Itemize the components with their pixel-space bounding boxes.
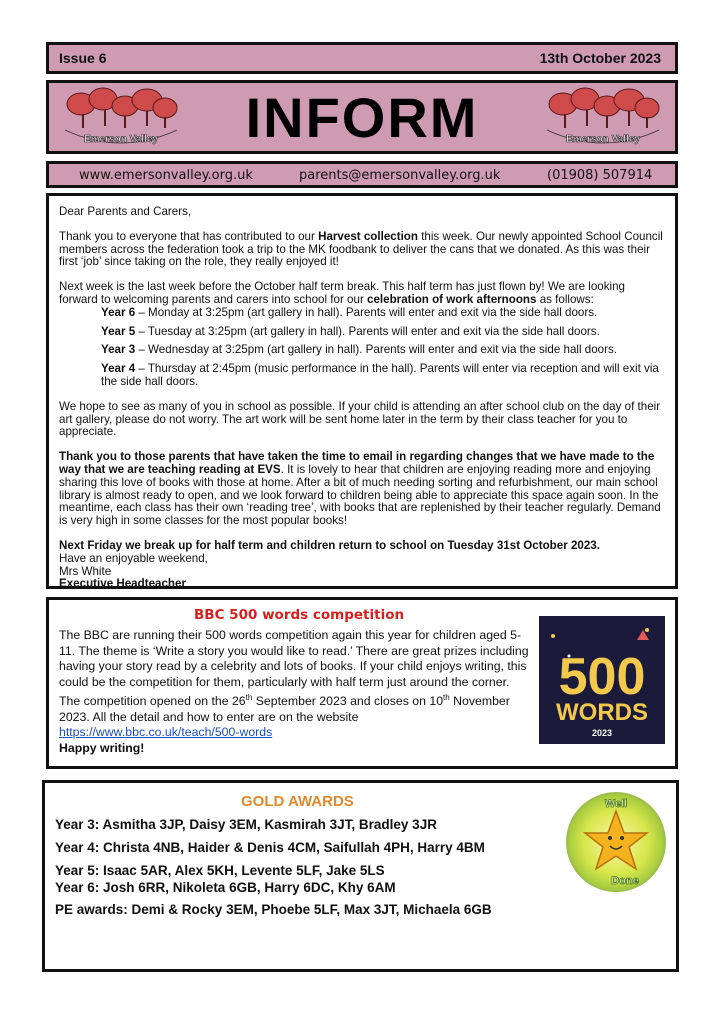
letter-role: Executive Headteacher [59, 577, 186, 591]
headteacher-letter [46, 193, 678, 589]
well-done-star-icon [565, 791, 667, 893]
phone-number: (01908) 507914 [547, 168, 653, 183]
letter-closing: Have an enjoyable weekend, [59, 551, 208, 565]
award-line: Year 5: Isaac 5AR, Alex 5KH, Levente 5LF, Jake 5LS [55, 863, 385, 878]
letter-paragraph-break: Next Friday we break up for half term and children return to school on Tuesday 31st October 2023. [59, 538, 600, 552]
email-link[interactable]: parents@emersonvalley.org.uk [299, 168, 501, 183]
bbc-competition-section [46, 597, 678, 769]
issue-number: Issue 6 [59, 50, 107, 66]
badge-word: WORDS [556, 699, 648, 726]
bbc-heading: BBC 500 words competition [194, 607, 405, 623]
badge-number: 500 [558, 648, 646, 706]
gold-awards-heading: GOLD AWARDS [241, 793, 354, 810]
bbc-closing: Happy writing! [59, 740, 145, 755]
letter-paragraph-harvest: Thank you to everyone that has contributed to our Harvest collection this week. Our newly appointed School Council members across the federation took a trip to the MK foodbank to deliver the cans that we donated. As this was their first ‘job’ since taking on the role, they really enjoyed it! [59, 229, 663, 269]
school-logo-right [543, 86, 663, 152]
letter-greeting: Dear Parents and Carers, [59, 205, 192, 218]
500-words-badge [539, 616, 665, 744]
letter-paragraph-reading: Thank you to those parents that have taken the time to email in regarding changes that we have made to the way that we are teaching reading at EVS. It is lovely to hear that children are enjoying reading more and enjoying sharing this love of books with those at home. After a bit of much needing sorting and refurbishment, our main school library is almost ready to open, and we look forward to children being able to appreciate this space again soon. In the meantime, each class has their own ‘reading tree’, with books that are replenished by their teacher regularly. Demand is very high in some classes for the most popular books! [59, 450, 661, 528]
badge-year: 2023 [591, 728, 613, 738]
schedule-item: Year 5 – Tuesday at 3:25pm (art gallery in hall). Parents will enter and exit via the side hall doors. [101, 324, 600, 338]
award-line: Year 6: Josh 6RR, Nikoleta 6GB, Harry 6DC, Khy 6AM [55, 880, 396, 895]
letter-signature: Mrs White [59, 564, 112, 578]
issue-strip [46, 42, 678, 74]
website-link[interactable]: www.emersonvalley.org.uk [79, 168, 253, 183]
badge-top-text: Well [604, 798, 628, 810]
logo-text: Emerson Valley [566, 134, 640, 145]
schedule-item: Year 3 – Wednesday at 3:25pm (art gallery in hall). Parents will enter and exit via the side hall doors. [101, 343, 617, 357]
award-line: Year 4: Christa 4NB, Haider & Denis 4CM, Saifullah 4PH, Harry 4BM [55, 840, 485, 855]
award-line: PE awards: Demi & Rocky 3EM, Phoebe 5LF, Max 3JT, Michaela 6GB [55, 902, 492, 917]
gold-awards-section [42, 780, 679, 972]
logo-text: Emerson Valley [84, 134, 158, 145]
badge-bottom-text: Done [611, 875, 639, 887]
bbc-website-link[interactable]: https://www.bbc.co.uk/teach/500-words [59, 725, 273, 740]
bbc-body: The BBC are running their 500 words competition again this year for children aged 5-11. The theme is ‘Write a story you would like to read.’ There are great prizes including having your story read by a celebrity and lots of books. If your child enjoys writing, this could be the competition for them, particularly with half term just around the corner. The competition opened on the 26th September 2023 and closes on 10th November 2023. All the detail and how to enter are on the website https://www.bbc.co.uk/teach/500-words Happy writing! [59, 628, 529, 755]
contact-strip [46, 161, 678, 188]
schedule-item: Year 6 – Monday at 3:25pm (art gallery in hall). Parents will enter and exit via the side hall doors. [101, 305, 598, 319]
masthead-banner [46, 80, 678, 154]
letter-paragraph-half-term: Next week is the last week before the October half term break. This half term has just flown by! We are looking forward to welcoming parents and carers into school for our celebration of work afternoons as follows: [59, 280, 625, 306]
newsletter-title: INFORM [245, 86, 479, 149]
issue-date: 13th October 2023 [539, 50, 661, 66]
letter-paragraph-gallery: We hope to see as many of you in school as possible. If your child is attending an after school club on the day of their art gallery, please do not worry. The art work will be sent home later in the term by their class teacher for you to appreciate. [59, 399, 661, 439]
schedule-item: Year 4 – Thursday at 2:45pm (music performance in the hall). Parents will enter via reception and will exit via the side hall doors. [101, 362, 659, 388]
award-line: Year 3: Asmitha 3JP, Daisy 3EM, Kasmirah 3JT, Bradley 3JR [55, 817, 437, 832]
